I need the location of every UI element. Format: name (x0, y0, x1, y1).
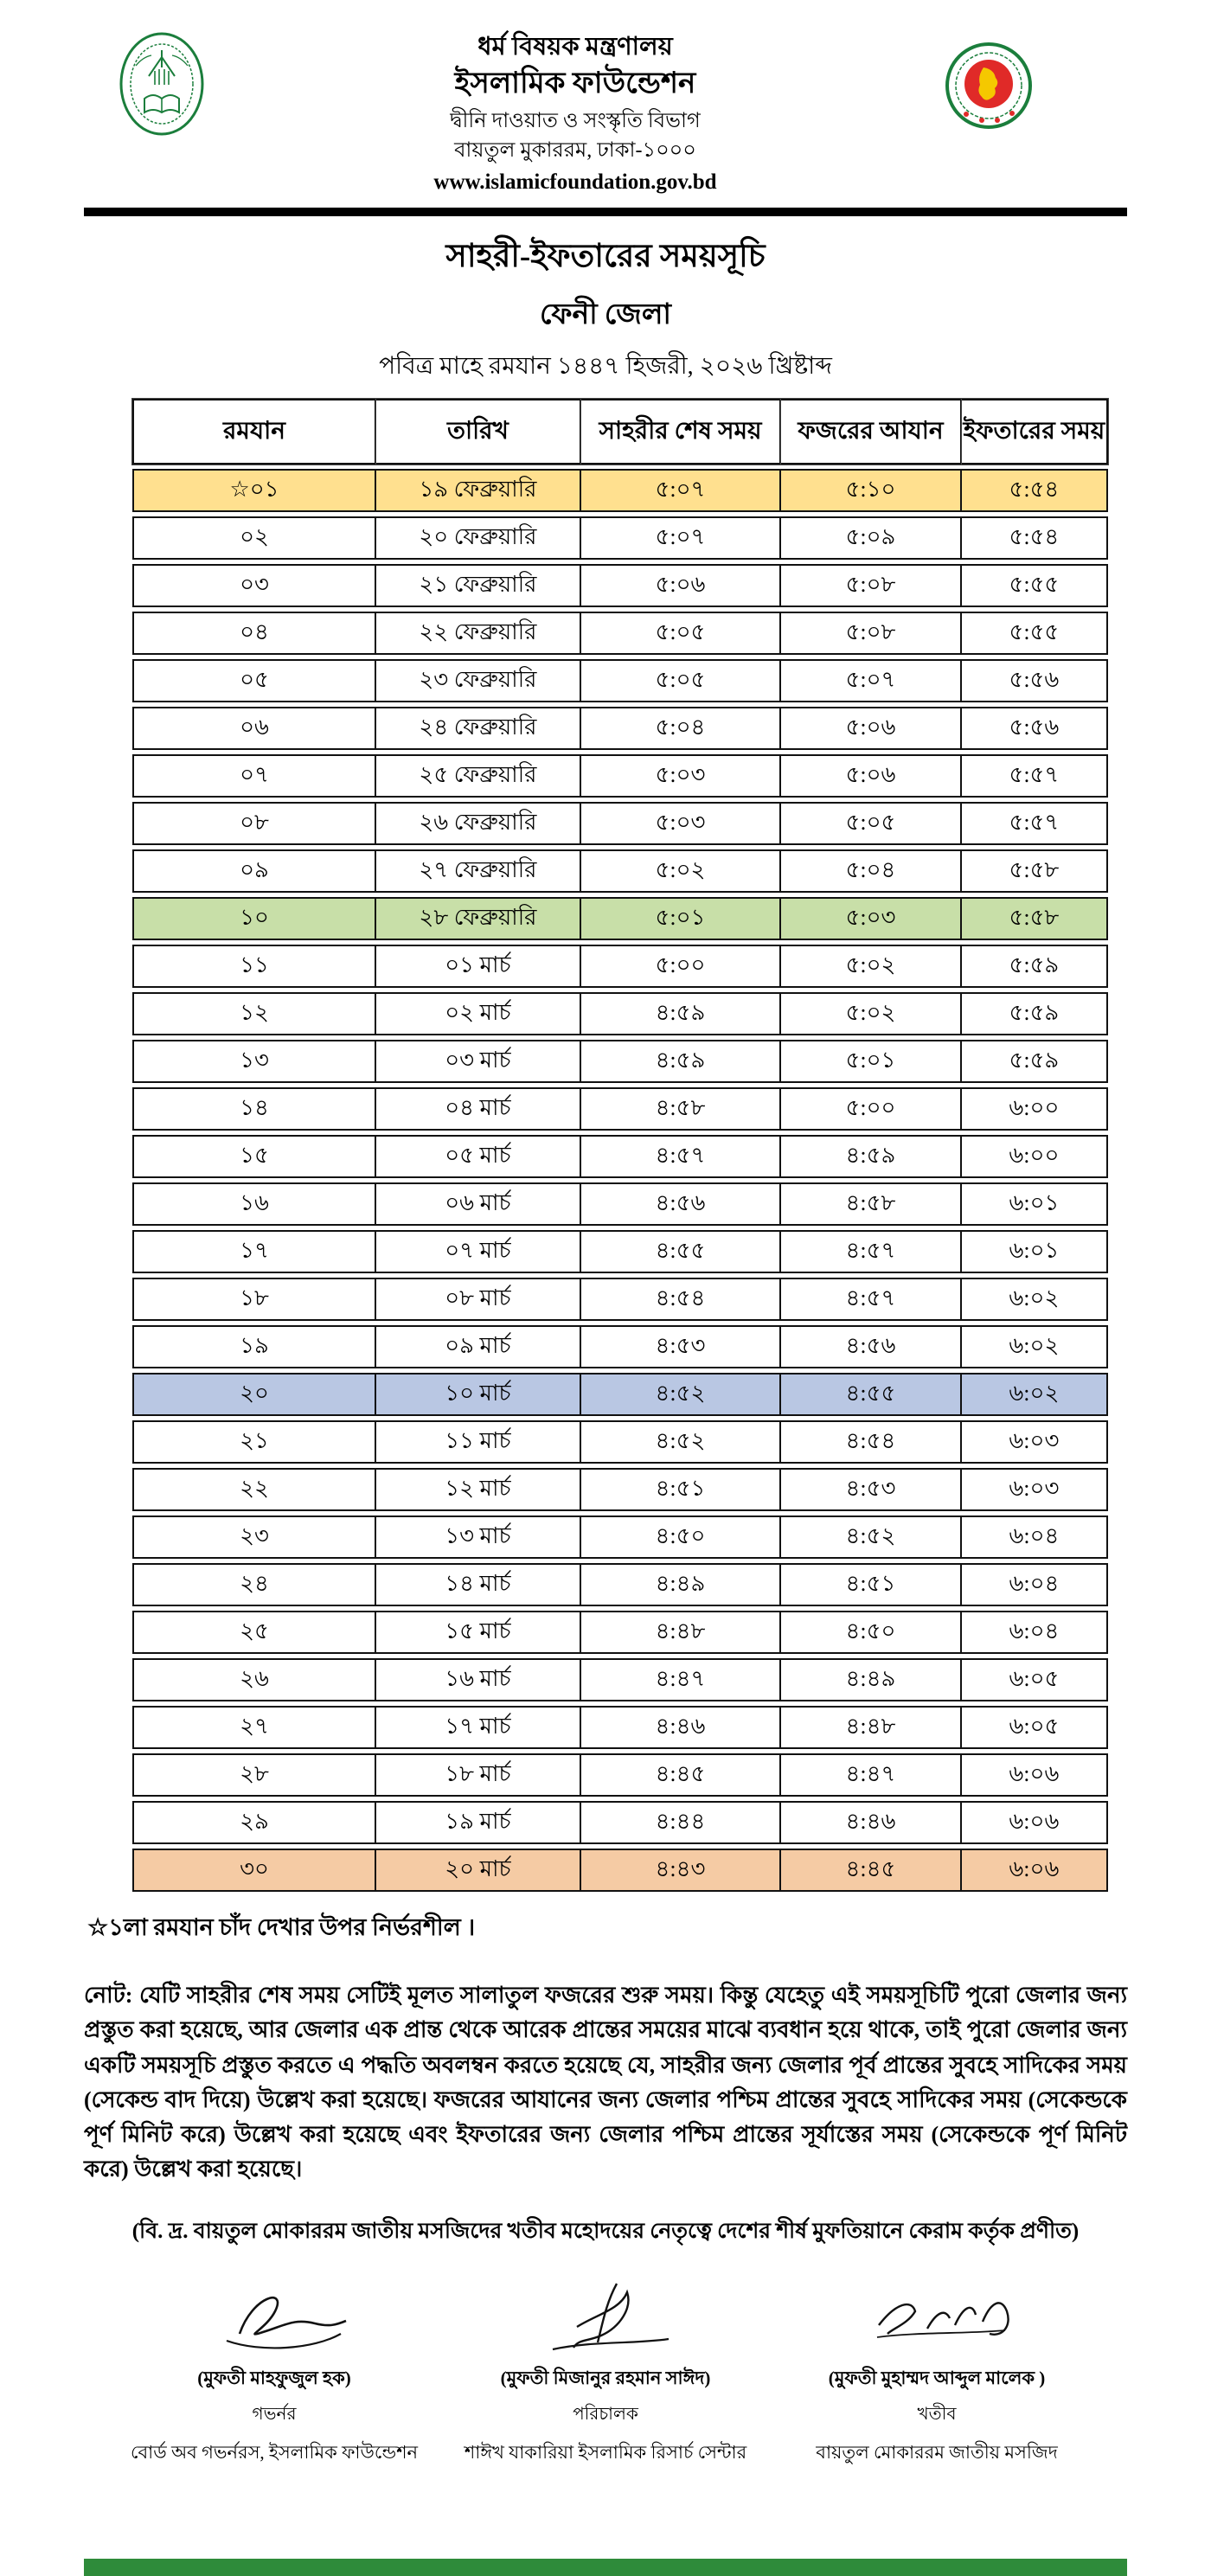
table-row (132, 1658, 1108, 1701)
cell-date: ০১ মার্চ (376, 945, 581, 988)
table-row (132, 1230, 1108, 1273)
signatory-role: গভর্নর (252, 2404, 297, 2424)
cell-sahri: ৫:০৩ (581, 802, 781, 845)
cell-iftar: ৬:০০ (962, 1087, 1108, 1131)
table-row (132, 992, 1108, 1035)
cell-iftar: ৬:০৫ (962, 1658, 1108, 1701)
table-row (132, 1706, 1108, 1749)
cell-ramadan: ২৫ (132, 1611, 376, 1654)
cell-ramadan: ২৩ (132, 1515, 376, 1559)
signatory-org: বায়তুল মোকাররম জাতীয় মসজিদ (816, 2441, 1058, 2463)
schedule-table (132, 394, 1108, 1896)
table-row (132, 516, 1108, 560)
cell-fajr: ৪:৫৪ (781, 1420, 962, 1464)
cell-date: ১৭ মার্চ (376, 1706, 581, 1749)
cell-date: ০৯ মার্চ (376, 1325, 581, 1368)
header-row (132, 399, 1108, 465)
moon-sighting-footnote: ☆১লা রমযান চাঁদ দেখার উপর নির্ভরশীল । (87, 1914, 476, 1940)
table-row (132, 754, 1108, 798)
cell-iftar: ৫:৫৪ (962, 469, 1108, 512)
cell-ramadan: ২৮ (132, 1753, 376, 1797)
cell-iftar: ৫:৫৫ (962, 564, 1108, 607)
table-row (132, 1611, 1108, 1654)
top-divider-bar (84, 208, 1127, 216)
org-header-text (292, 31, 859, 195)
org-header (84, 0, 1127, 195)
address-line: বায়তুল মুকাররম, ঢাকা-১০০০ (454, 138, 696, 162)
table-row (132, 1087, 1108, 1131)
cell-sahri: ৪:৪৮ (581, 1611, 781, 1654)
col-header-sahri-end: সাহরীর শেষ সময় (581, 399, 781, 465)
cell-ramadan: ২৬ (132, 1658, 376, 1701)
cell-fajr: ৪:৫৯ (781, 1135, 962, 1178)
cell-date: ২৭ ফেব্রুয়ারি (376, 849, 581, 893)
cell-date: ১৯ ফেব্রুয়ারি (376, 469, 581, 512)
schedule-table-head (132, 399, 1108, 465)
credit-line: (বি. দ্র. বায়তুল মোকাররম জাতীয় মসজিদের খতীব মহোদয়ের নেতৃত্বে দেশের শীর্ষ মুফতিয়ানে কেরাম কর্তৃক প্রণীত) (131, 2219, 1080, 2243)
cell-ramadan: ০৯ (132, 849, 376, 893)
cell-iftar: ৬:০১ (962, 1182, 1108, 1226)
document-page (84, 0, 1127, 2576)
cell-iftar: ৬:০০ (962, 1135, 1108, 1178)
signature-icon (855, 2280, 1019, 2362)
signatory-name: (মুফতী মিজানুর রহমান সাঈদ) (500, 2367, 711, 2388)
cell-iftar: ৫:৫৬ (962, 659, 1108, 702)
cell-fajr: ৫:০৯ (781, 516, 962, 560)
foundation-name: ইসলামিক ফাউন্ডেশন (454, 67, 696, 100)
cell-date: ২৪ ফেব্রুয়ারি (376, 707, 581, 750)
signatory-org: শাঈখ যাকারিয়া ইসলামিক রিসার্চ সেন্টার (464, 2441, 747, 2463)
table-row (132, 1040, 1108, 1083)
cell-iftar: ৫:৫৭ (962, 802, 1108, 845)
cell-sahri: ৪:৫৬ (581, 1182, 781, 1226)
cell-sahri: ৫:০৫ (581, 659, 781, 702)
cell-ramadan: ১৩ (132, 1040, 376, 1083)
cell-date: ০৫ মার্চ (376, 1135, 581, 1178)
signature-block-khatib (781, 2280, 1092, 2469)
cell-sahri: ৪:৫৯ (581, 992, 781, 1035)
table-row (132, 1135, 1108, 1178)
cell-ramadan: ০৬ (132, 707, 376, 750)
cell-sahri: ৪:৪৯ (581, 1563, 781, 1606)
cell-ramadan: ০৮ (132, 802, 376, 845)
cell-sahri: ৪:৫০ (581, 1515, 781, 1559)
cell-fajr: ৫:১০ (781, 469, 962, 512)
cell-ramadan: ১২ (132, 992, 376, 1035)
cell-sahri: ৪:৫৫ (581, 1230, 781, 1273)
cell-fajr: ৫:০৬ (781, 754, 962, 798)
division-name: দ্বীনি দাওয়াত ও সংস্কৃতি বিভাগ (450, 109, 701, 132)
cell-date: ১৮ মার্চ (376, 1753, 581, 1797)
cell-fajr: ৫:০৫ (781, 802, 962, 845)
cell-iftar: ৬:০৬ (962, 1849, 1108, 1892)
cell-fajr: ৫:০৪ (781, 849, 962, 893)
table-row (132, 1420, 1108, 1464)
cell-date: ১০ মার্চ (376, 1373, 581, 1416)
cell-ramadan: ☆০১ (132, 469, 376, 512)
bottom-green-bar (84, 2559, 1127, 2576)
cell-iftar: ৫:৫৪ (962, 516, 1108, 560)
cell-ramadan: ২৪ (132, 1563, 376, 1606)
cell-iftar: ৬:০৪ (962, 1563, 1108, 1606)
govt-seal-logo-wrap (859, 31, 1127, 133)
signature-row (84, 2280, 1127, 2469)
signature-block-governor (119, 2280, 430, 2469)
cell-fajr: ৪:৫৩ (781, 1468, 962, 1511)
islamic-foundation-logo-wrap (84, 31, 292, 137)
cell-iftar: ৫:৫৯ (962, 945, 1108, 988)
cell-date: ০৬ মার্চ (376, 1182, 581, 1226)
table-row (132, 1373, 1108, 1416)
cell-iftar: ৬:০১ (962, 1230, 1108, 1273)
cell-date: ২৩ ফেব্রুয়ারি (376, 659, 581, 702)
cell-sahri: ৫:০৬ (581, 564, 781, 607)
cell-ramadan: ১৬ (132, 1182, 376, 1226)
cell-iftar: ৬:০৫ (962, 1706, 1108, 1749)
cell-iftar: ৫:৫৮ (962, 849, 1108, 893)
cell-sahri: ৫:০৭ (581, 469, 781, 512)
col-header-fajr-azan: ফজরের আযান (781, 399, 962, 465)
cell-date: ২৮ ফেব্রুয়ারি (376, 897, 581, 940)
cell-iftar: ৬:০৪ (962, 1611, 1108, 1654)
cell-fajr: ৫:০৮ (781, 612, 962, 655)
cell-ramadan: ০২ (132, 516, 376, 560)
cell-ramadan: ২৯ (132, 1801, 376, 1844)
table-row (132, 1182, 1108, 1226)
cell-iftar: ৬:০৩ (962, 1420, 1108, 1464)
table-row (132, 1515, 1108, 1559)
cell-fajr: ৪:৫৫ (781, 1373, 962, 1416)
cell-iftar: ৬:০৪ (962, 1515, 1108, 1559)
cell-date: ২১ ফেব্রুয়ারি (376, 564, 581, 607)
cell-fajr: ৪:৪৭ (781, 1753, 962, 1797)
cell-sahri: ৪:৫৪ (581, 1278, 781, 1321)
cell-iftar: ৫:৫৯ (962, 992, 1108, 1035)
cell-sahri: ৪:৫৮ (581, 1087, 781, 1131)
cell-date: ১৬ মার্চ (376, 1658, 581, 1701)
signatory-name: (মুফতী মুহাম্মদ আব্দুল মালেক ) (828, 2367, 1046, 2388)
cell-date: ২২ ফেব্রুয়ারি (376, 612, 581, 655)
signatory-role: পরিচালক (573, 2404, 638, 2424)
cell-fajr: ৫:০০ (781, 1087, 962, 1131)
cell-iftar: ৫:৫৫ (962, 612, 1108, 655)
cell-date: ১৫ মার্চ (376, 1611, 581, 1654)
islamic-foundation-logo-icon (119, 31, 205, 137)
cell-sahri: ৪:৪৫ (581, 1753, 781, 1797)
schedule-table-body (132, 469, 1108, 1892)
table-row (132, 564, 1108, 607)
cell-sahri: ৪:৫৯ (581, 1040, 781, 1083)
cell-iftar: ৫:৫৯ (962, 1040, 1108, 1083)
table-row (132, 1753, 1108, 1797)
table-row (132, 897, 1108, 940)
cell-iftar: ৬:০২ (962, 1325, 1108, 1368)
cell-ramadan: ২০ (132, 1373, 376, 1416)
govt-seal-logo-icon (945, 38, 1032, 133)
cell-date: ২০ ফেব্রুয়ারি (376, 516, 581, 560)
note-label: নোট: (84, 1983, 133, 2008)
cell-sahri: ৫:০১ (581, 897, 781, 940)
cell-iftar: ৫:৫৬ (962, 707, 1108, 750)
signatory-name: (মুফতী মাহফুজুল হক) (197, 2367, 351, 2388)
cell-sahri: ৪:৫৩ (581, 1325, 781, 1368)
cell-date: ১১ মার্চ (376, 1420, 581, 1464)
cell-iftar: ৬:০৬ (962, 1753, 1108, 1797)
cell-iftar: ৬:০৩ (962, 1468, 1108, 1511)
table-row (132, 1325, 1108, 1368)
table-row (132, 1278, 1108, 1321)
cell-sahri: ৪:৪৬ (581, 1706, 781, 1749)
cell-fajr: ৫:০৮ (781, 564, 962, 607)
table-row (132, 1801, 1108, 1844)
signature-icon (523, 2280, 688, 2362)
table-row (132, 1563, 1108, 1606)
website-url: www.islamicfoundation.gov.bd (433, 170, 717, 194)
cell-ramadan: ১১ (132, 945, 376, 988)
cell-date: ১২ মার্চ (376, 1468, 581, 1511)
table-row (132, 707, 1108, 750)
cell-fajr: ৪:৪৯ (781, 1658, 962, 1701)
cell-fajr: ৪:৫৭ (781, 1230, 962, 1273)
cell-fajr: ৪:৫০ (781, 1611, 962, 1654)
cell-fajr: ৫:০১ (781, 1040, 962, 1083)
col-header-iftar-time: ইফতারের সময় (962, 399, 1108, 465)
cell-date: ০৪ মার্চ (376, 1087, 581, 1131)
cell-iftar: ৬:০২ (962, 1373, 1108, 1416)
note-body: যেটি সাহরীর শেষ সময় সেটিই মূলত সালাতুল ফজরের শুরু সময়। কিন্তু যেহেতু এই সময়সূচিটি পুরো জেলার জন্য প্রস্তুত করা হয়েছে, আর জেলার এক প্রান্ত থেকে আরেক প্রান্তের সময়ের মাঝে ব্যবধান হয়ে থাকে, তাই পুরো জেলার জন্য একটি সময়সূচি প্রস্তুত করতে এ পদ্ধতি অবলম্বন করতে হয়েছে যে, সাহরীর জন্য জেলার পূর্ব প্রান্তের সুবহে সাদিকের সময় (সেকেন্ড বাদ দিয়ে) উল্লেখ করা হয়েছে। ফজরের আযানের জন্য জেলার পশ্চিম প্রান্তের সুবহে সাদিকের সময় (সেকেন্ডকে পূর্ণ মিনিট করে) উল্লেখ করা হয়েছে এবং ইফতারের জন্য জেলার পশ্চিম প্রান্তের সূর্যাস্তের সময় (সেকেন্ডকে পূর্ণ মিনিট করে) উল্লেখ করা হয়েছে। (84, 1983, 1127, 2182)
cell-iftar: ৬:০৬ (962, 1801, 1108, 1844)
cell-ramadan: ০৩ (132, 564, 376, 607)
cell-sahri: ৫:০৪ (581, 707, 781, 750)
cell-date: ০২ মার্চ (376, 992, 581, 1035)
col-header-ramadan: রমযান (132, 399, 376, 465)
ministry-name: ধর্ম বিষয়ক মন্ত্রণালয় (477, 33, 673, 61)
cell-ramadan: ৩০ (132, 1849, 376, 1892)
table-row (132, 469, 1108, 512)
cell-fajr: ৪:৪৬ (781, 1801, 962, 1844)
page-title: সাহরী-ইফতারের সময়সূচি (445, 239, 766, 274)
cell-iftar: ৬:০২ (962, 1278, 1108, 1321)
cell-date: ১৪ মার্চ (376, 1563, 581, 1606)
cell-sahri: ৪:৫২ (581, 1420, 781, 1464)
table-row (132, 802, 1108, 845)
cell-iftar: ৫:৫৮ (962, 897, 1108, 940)
cell-ramadan: ০৭ (132, 754, 376, 798)
table-row (132, 849, 1108, 893)
cell-date: ১৩ মার্চ (376, 1515, 581, 1559)
cell-fajr: ৪:৪৫ (781, 1849, 962, 1892)
cell-ramadan: ১৭ (132, 1230, 376, 1273)
cell-sahri: ৪:৪৪ (581, 1801, 781, 1844)
cell-sahri: ৪:৪৩ (581, 1849, 781, 1892)
cell-ramadan: ১৯ (132, 1325, 376, 1368)
cell-fajr: ৪:৫২ (781, 1515, 962, 1559)
table-row (132, 1849, 1108, 1892)
cell-fajr: ৪:৫৬ (781, 1325, 962, 1368)
cell-fajr: ৫:০৭ (781, 659, 962, 702)
cell-ramadan: ২৭ (132, 1706, 376, 1749)
col-header-date: তারিখ (376, 399, 581, 465)
cell-ramadan: ০৫ (132, 659, 376, 702)
signature-icon (192, 2280, 356, 2362)
cell-sahri: ৫:০৫ (581, 612, 781, 655)
cell-sahri: ৪:৪৭ (581, 1658, 781, 1701)
note-paragraph (84, 1978, 1127, 2188)
cell-sahri: ৪:৫২ (581, 1373, 781, 1416)
cell-fajr: ৫:০২ (781, 992, 962, 1035)
cell-sahri: ৪:৫১ (581, 1468, 781, 1511)
cell-date: ০৩ মার্চ (376, 1040, 581, 1083)
table-row (132, 1468, 1108, 1511)
cell-date: ২৫ ফেব্রুয়ারি (376, 754, 581, 798)
cell-sahri: ৫:০২ (581, 849, 781, 893)
cell-ramadan: ২১ (132, 1420, 376, 1464)
cell-date: ০৭ মার্চ (376, 1230, 581, 1273)
table-row (132, 612, 1108, 655)
cell-date: ২০ মার্চ (376, 1849, 581, 1892)
cell-ramadan: ২২ (132, 1468, 376, 1511)
cell-fajr: ৪:৪৮ (781, 1706, 962, 1749)
district-title: ফেনী জেলা (540, 299, 671, 330)
cell-date: ২৬ ফেব্রুয়ারি (376, 802, 581, 845)
cell-sahri: ৫:০০ (581, 945, 781, 988)
signatory-role: খতীব (917, 2404, 957, 2424)
cell-fajr: ৪:৫৮ (781, 1182, 962, 1226)
cell-sahri: ৫:০৭ (581, 516, 781, 560)
cell-iftar: ৫:৫৭ (962, 754, 1108, 798)
cell-sahri: ৫:০৩ (581, 754, 781, 798)
cell-date: ০৮ মার্চ (376, 1278, 581, 1321)
signatory-org: বোর্ড অব গভর্নরস, ইসলামিক ফাউন্ডেশন (130, 2441, 419, 2463)
cell-fajr: ৪:৫৭ (781, 1278, 962, 1321)
cell-ramadan: ১৪ (132, 1087, 376, 1131)
cell-date: ১৯ মার্চ (376, 1801, 581, 1844)
cell-ramadan: ১০ (132, 897, 376, 940)
signature-block-director (450, 2280, 761, 2469)
table-row (132, 945, 1108, 988)
cell-fajr: ৫:০৬ (781, 707, 962, 750)
cell-ramadan: ১৫ (132, 1135, 376, 1178)
cell-fajr: ৫:০৩ (781, 897, 962, 940)
cell-ramadan: ০৪ (132, 612, 376, 655)
cell-fajr: ৪:৫১ (781, 1563, 962, 1606)
cell-sahri: ৪:৫৭ (581, 1135, 781, 1178)
table-row (132, 659, 1108, 702)
cell-fajr: ৫:০২ (781, 945, 962, 988)
cell-ramadan: ১৮ (132, 1278, 376, 1321)
subtitle-ramadan-year: পবিত্র মাহে রমযান ১৪৪৭ হিজরী, ২০২৬ খ্রিষ্টাব্দ (379, 353, 832, 380)
